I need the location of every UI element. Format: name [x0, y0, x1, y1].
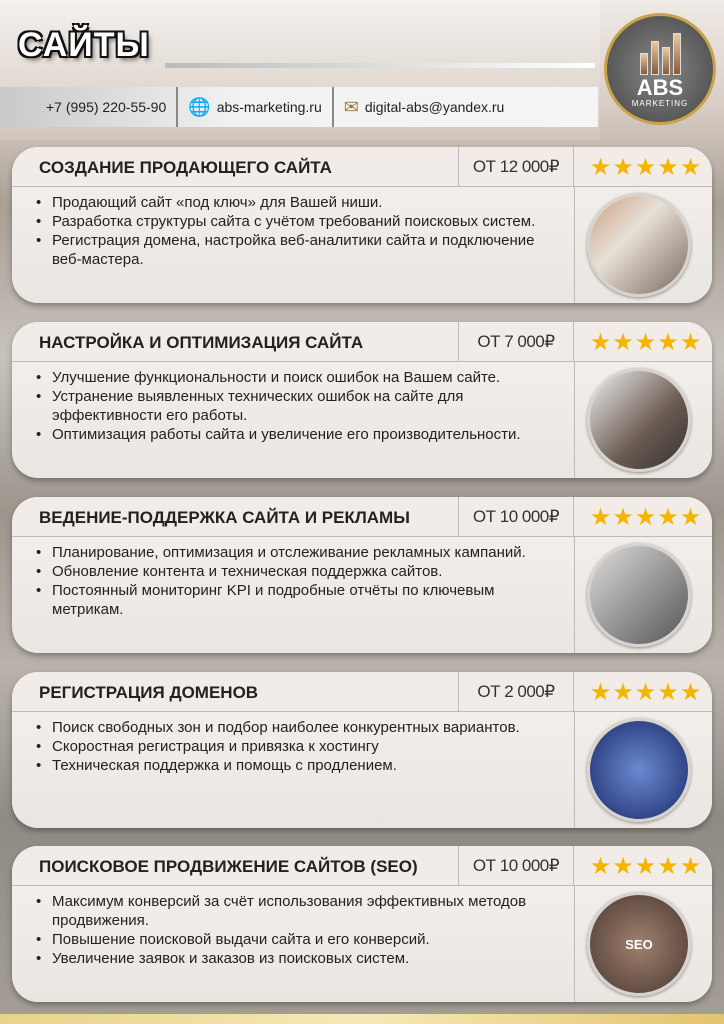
globe-icon: 🌐	[188, 96, 211, 117]
service-card	[12, 147, 712, 303]
service-bullet: • Техническая поддержка и помощь с продлением.	[34, 756, 554, 775]
image-column	[574, 362, 712, 478]
title-divider	[165, 63, 595, 68]
rating-stars-icon: ★★★★★	[589, 329, 703, 356]
email-text: digital-abs@yandex.ru	[364, 99, 505, 115]
service-bullets	[34, 543, 554, 619]
image-column	[574, 712, 712, 828]
service-bullet: • Улучшение функциональности и поиск ошибок на Вашем сайте.	[34, 368, 554, 387]
service-bullet: • Скоростная регистрация и привязка к хостингу	[34, 737, 554, 756]
service-bullets	[34, 718, 554, 775]
service-title: СОЗДАНИЕ ПРОДАЮЩЕГО САЙТА	[39, 158, 332, 177]
service-card	[12, 322, 712, 478]
website-text: abs-marketing.ru	[216, 99, 322, 115]
service-photo	[587, 543, 691, 647]
website-contact[interactable]	[178, 87, 333, 127]
service-photo	[587, 718, 691, 822]
rating-stars-icon: ★★★★★	[589, 853, 703, 880]
abs-logo	[604, 13, 716, 125]
service-bullet: • Обновление контента и техническая поддержка сайтов.	[34, 562, 554, 581]
service-bullet: • Повышение поисковой выдачи сайта и его конверсий.	[34, 930, 554, 949]
service-bullets	[34, 368, 554, 444]
rating-stars-icon: ★★★★★	[589, 504, 703, 531]
logo-subtext: MARKETING	[631, 99, 689, 108]
service-card	[12, 672, 712, 828]
service-price: ОТ 10 000₽	[458, 497, 574, 537]
page-title: САЙТЫ	[18, 26, 150, 64]
service-photo	[587, 193, 691, 297]
service-card	[12, 497, 712, 653]
footer-strip	[0, 1014, 724, 1024]
logo-text: ABS	[636, 75, 684, 100]
service-card	[12, 846, 712, 1002]
contacts-bar	[0, 87, 598, 127]
service-photo	[587, 368, 691, 472]
image-column	[574, 187, 712, 303]
service-bullet: • Максимум конверсий за счёт использования эффективных методов продвижения.	[34, 892, 554, 930]
service-bullet: • Разработка структуры сайта с учётом требований поисковых систем.	[34, 212, 554, 231]
service-bullet: • Постоянный мониторинг KPI и подробные отчёты по ключевым метрикам.	[34, 581, 554, 619]
email-contact[interactable]	[334, 87, 515, 127]
service-price: ОТ 7 000₽	[458, 322, 574, 362]
service-bullet: • Поиск свободных зон и подбор наиболее конкурентных вариантов.	[34, 718, 554, 737]
service-bullets	[34, 193, 554, 269]
service-title: ВЕДЕНИЕ-ПОДДЕРЖКА САЙТА И РЕКЛАМЫ	[39, 508, 410, 527]
service-bullet: • Продающий сайт «под ключ» для Вашей ниши.	[34, 193, 554, 212]
service-price: ОТ 10 000₽	[458, 846, 574, 886]
service-bullets	[34, 892, 554, 968]
phone-text: +7 (995) 220-55-90	[46, 99, 167, 115]
seo-label: SEO	[625, 936, 653, 952]
service-title: РЕГИСТРАЦИЯ ДОМЕНОВ	[39, 683, 259, 702]
service-bullet: • Устранение выявленных технических ошибок на сайте для эффективности его работы.	[34, 387, 554, 425]
service-bullet: • Оптимизация работы сайта и увеличение его производительности.	[34, 425, 554, 444]
service-price: ОТ 12 000₽	[458, 147, 574, 187]
service-bullet: • Увеличение заявок и заказов из поисковых систем.	[34, 949, 554, 968]
rating-stars-icon: ★★★★★	[589, 154, 703, 181]
rating-stars-icon: ★★★★★	[589, 679, 703, 706]
service-photo	[587, 892, 691, 996]
envelope-icon: ✉	[343, 96, 359, 117]
service-bullet: • Регистрация домена, настройка веб-аналитики сайта и подключение веб-мастера.	[34, 231, 554, 269]
service-title: ПОИСКОВОЕ ПРОДВИЖЕНИЕ САЙТОВ (SEO)	[39, 857, 418, 876]
image-column	[574, 537, 712, 653]
image-column	[574, 886, 712, 1002]
phone-contact[interactable]	[0, 87, 178, 127]
service-price: ОТ 2 000₽	[458, 672, 574, 712]
service-title: НАСТРОЙКА И ОПТИМИЗАЦИЯ САЙТА	[39, 333, 364, 352]
service-bullet: • Планирование, оптимизация и отслеживание рекламных кампаний.	[34, 543, 554, 562]
